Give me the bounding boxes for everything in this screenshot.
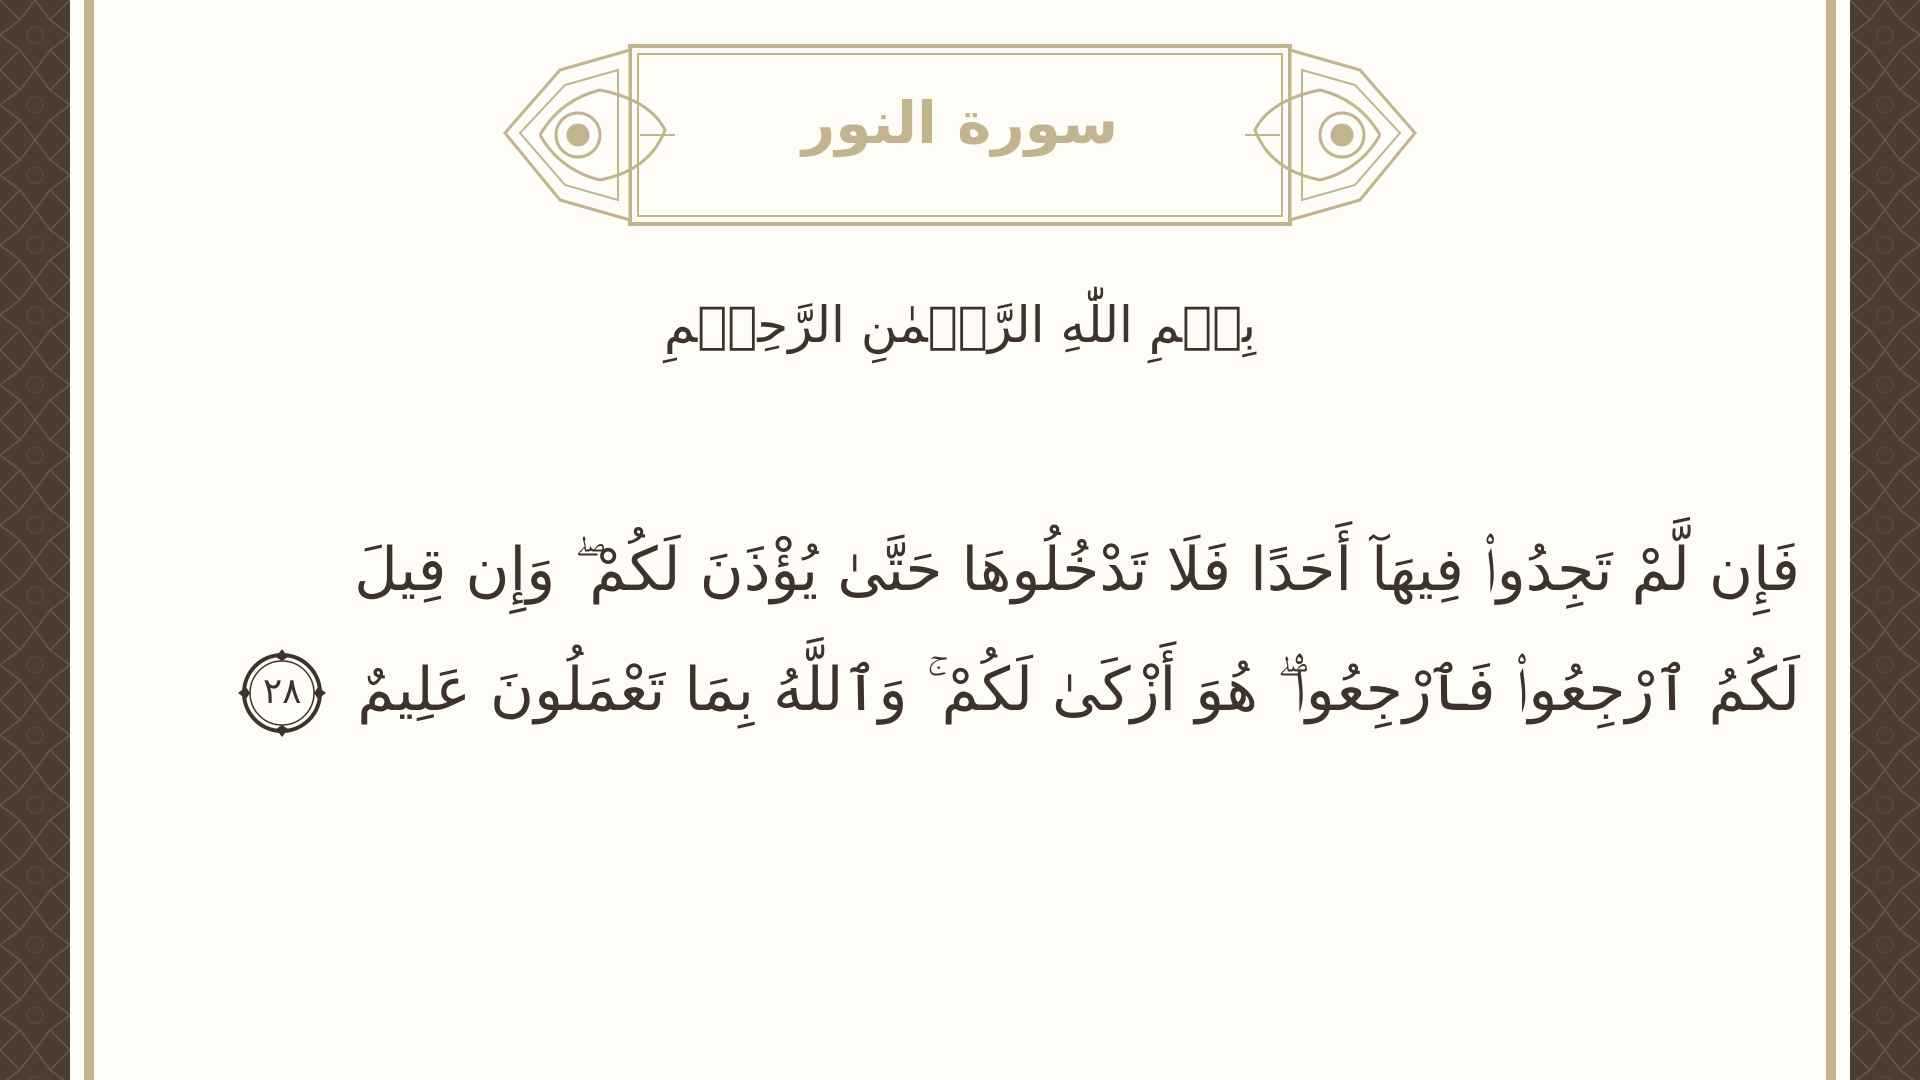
geometric-pattern bbox=[1850, 0, 1920, 1080]
right-gold-rule bbox=[1826, 0, 1836, 1080]
right-decorative-border bbox=[1850, 0, 1920, 1080]
surah-title: سورة النور bbox=[801, 89, 1119, 157]
geometric-pattern bbox=[0, 0, 70, 1080]
verse-line-2-text: لَكُمُ ٱرْجِعُوا۟ فَٱرْجِعُوا۟ ۖ هُوَ أَزْكَىٰ لَكُمْ ۚ وَٱللَّهُ بِمَا تَعْمَلُونَ عَلِيمٌ bbox=[357, 655, 1800, 725]
basmala: بِسۡمِ اللّٰهِ الرَّحۡمٰنِ الرَّحِيۡمِ bbox=[664, 296, 1256, 354]
verse-text bbox=[220, 510, 1800, 750]
ayah-number: ٢٨ bbox=[262, 671, 302, 713]
verse-line-2 bbox=[220, 630, 1800, 750]
left-gold-rule bbox=[84, 0, 94, 1080]
ayah-end-marker bbox=[236, 647, 328, 739]
surah-header-frame bbox=[500, 40, 1420, 230]
verse-line-1: فَإِن لَّمْ تَجِدُوا۟ فِيهَآ أَحَدًا فَلَا تَدْخُلُوهَا حَتَّىٰ يُؤْذَنَ لَكُمْ ۖ وَإِن قِيلَ bbox=[354, 535, 1800, 605]
left-decorative-border bbox=[0, 0, 70, 1080]
